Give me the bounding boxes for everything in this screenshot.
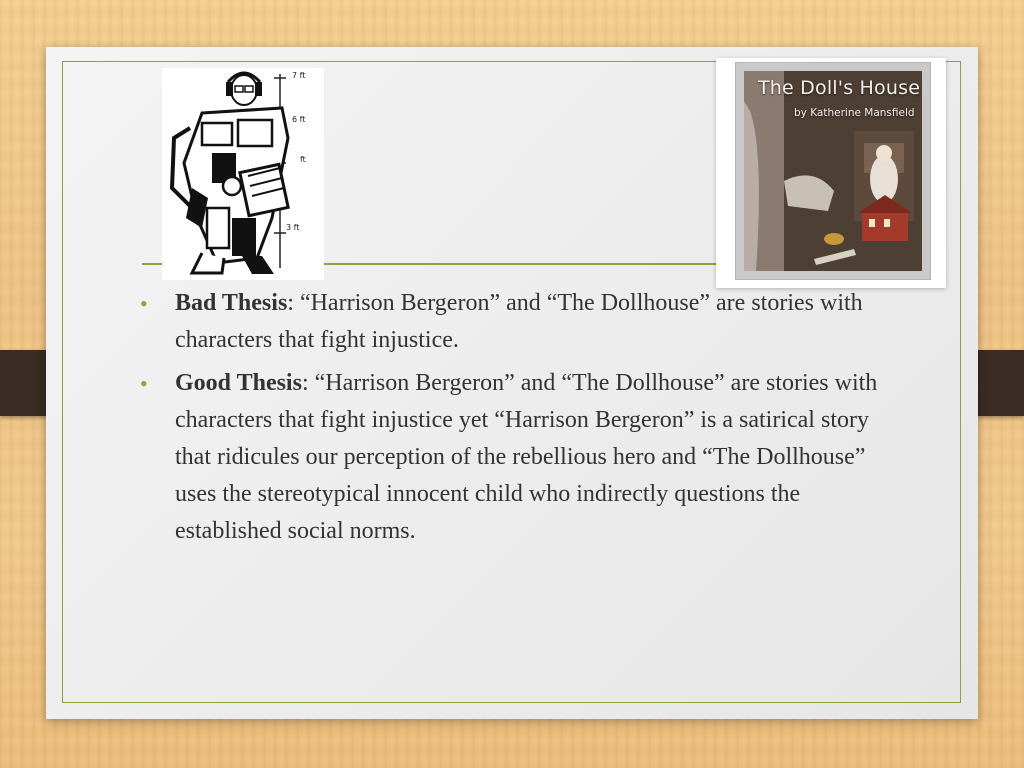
bad-thesis-label: Bad Thesis xyxy=(175,290,288,316)
height-mark-7: 7 ft xyxy=(292,71,306,80)
harrison-bergeron-illustration xyxy=(162,68,324,280)
harrison-sketch-image xyxy=(162,68,324,280)
height-mark-5: ft xyxy=(300,155,306,164)
bullet-dot-icon: • xyxy=(140,371,148,396)
dollhouse-scene-image xyxy=(744,71,922,271)
height-mark-6: 6 ft xyxy=(292,115,306,124)
bad-thesis-text: : “Harrison Bergeron” and “The Dollhouse” are stories with characters that fight injustice. xyxy=(175,290,863,353)
bullet-dot-icon: • xyxy=(140,291,148,316)
bullet-good-thesis xyxy=(140,365,880,550)
thesis-bullet-list xyxy=(140,285,880,556)
good-thesis-text: : “Harrison Bergeron” and “The Dollhouse” are stories with characters that fight injustice yet “Harrison Bergeron” is a satirical story that ridicules our perception of the rebellious hero and “The Dollhouse” uses the stereotypical innocent child who indirectly questions the established social norms. xyxy=(175,370,878,544)
height-mark-3: 3 ft xyxy=(286,223,300,232)
book-author: by Katherine Mansfield xyxy=(794,107,915,119)
dolls-house-book-cover xyxy=(735,62,931,280)
book-cover-photo xyxy=(744,71,922,271)
good-thesis-label: Good Thesis xyxy=(175,370,302,396)
bullet-bad-thesis xyxy=(140,285,880,359)
book-title: The Doll's House xyxy=(758,77,921,99)
